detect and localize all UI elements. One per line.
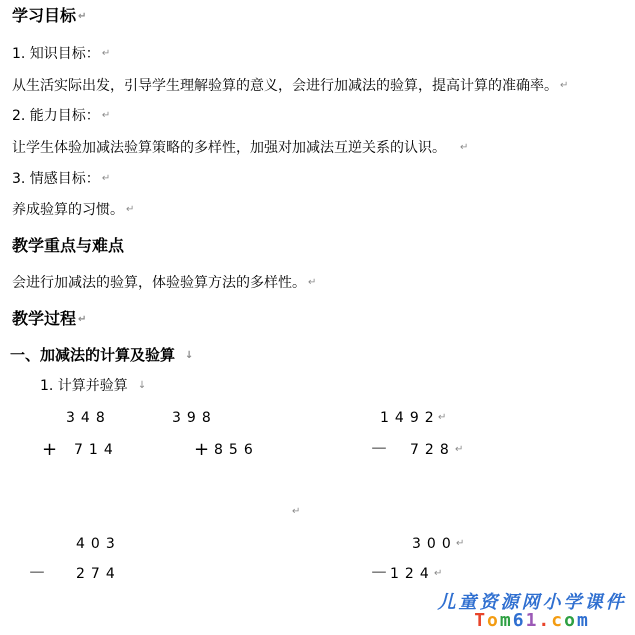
problem3-bottom: 728 [410, 442, 455, 458]
keypoints-heading [12, 236, 124, 256]
ability-objective-text [12, 138, 468, 158]
part1-heading [10, 345, 193, 366]
paragraph-mark-icon: ↵ [101, 110, 111, 121]
paragraph-mark-icon: ↵ [292, 506, 301, 517]
keypoints-heading-text: 教学重点与难点 [12, 236, 125, 255]
emotion-objective-title [12, 169, 110, 189]
watermark-logo-letter: T [474, 610, 488, 631]
part1-subtitle-text: 1. 计算并验算 [40, 378, 128, 394]
watermark-logo [432, 610, 632, 631]
paragraph-mark-icon: ↵ [560, 80, 569, 91]
ability-objective-label: 2. 能力目标： [12, 108, 100, 124]
problem4-top: 403 [76, 536, 121, 552]
objectives-heading-text: 学习目标 [12, 6, 77, 25]
paragraph-mark-icon: ↵ [308, 277, 317, 288]
process-heading-text: 教学过程 [12, 309, 77, 328]
objectives-heading [12, 6, 86, 27]
problem2-top: 398 [172, 410, 217, 426]
problem4-operator: － [28, 563, 46, 584]
watermark-logo-text [474, 610, 590, 631]
problem1-operator: + [42, 439, 58, 460]
paragraph-mark-icon: ↵ [101, 48, 111, 59]
paragraph-mark-icon: ↵ [101, 173, 111, 184]
problem5-operator: － [370, 563, 388, 584]
watermark-logo-letter: o [487, 610, 500, 631]
emotion-objective-body: 养成验算的习惯。 [12, 202, 124, 218]
watermark-logo-letter: o [564, 610, 577, 631]
problem5-top: 300 [412, 536, 457, 552]
part1-subtitle [40, 376, 146, 396]
watermark-logo-letter: 1 [525, 610, 539, 631]
problem3-operator: － [370, 439, 388, 460]
ability-objective-body: 让学生体验加减法验算策略的多样性，加强对加减法互逆关系的认识。 [12, 140, 446, 156]
watermark-logo-letter: . [538, 610, 552, 631]
knowledge-objective-body: 从生活实际出发，引导学生理解验算的意义，会进行加减法的验算，提高计算的准确率。 [12, 78, 558, 94]
site-watermark [432, 588, 632, 632]
paragraph-mark-icon: ↵ [455, 444, 464, 455]
paragraph-mark-icon: ↵ [460, 142, 469, 153]
problem1-bottom: 714 [74, 442, 119, 458]
paragraph-mark-icon: ↵ [456, 538, 465, 549]
down-arrow-icon: ↓ [137, 380, 147, 391]
paragraph-mark-icon: ↵ [434, 568, 443, 579]
down-arrow-icon: ↓ [185, 349, 194, 361]
problem4-bottom: 274 [76, 566, 121, 582]
watermark-logo-letter: m [499, 610, 513, 631]
keypoints-text [12, 273, 316, 293]
keypoints-body: 会进行加减法的验算，体验验算方法的多样性。 [12, 275, 306, 291]
paragraph-mark-icon: ↵ [126, 204, 135, 215]
ability-objective-title [12, 106, 110, 126]
problem2-operator: + [194, 439, 210, 460]
process-heading [12, 309, 86, 330]
emotion-objective-text [12, 200, 134, 220]
emotion-objective-label: 3. 情感目标： [12, 171, 100, 187]
problem2-bottom: 856 [214, 442, 259, 458]
paragraph-mark-icon: ↵ [438, 412, 447, 423]
watermark-site-name: 儿童资源网小学课件 [437, 592, 627, 613]
knowledge-objective-label: 1. 知识目标： [12, 46, 100, 62]
paragraph-mark-icon: ↵ [78, 313, 87, 325]
watermark-logo-letter: m [576, 610, 590, 631]
part1-heading-text: 一、加减法的计算及验算 [10, 346, 176, 364]
knowledge-objective-title [12, 44, 110, 64]
problem3-top: 1492 [380, 410, 440, 426]
problem1-top: 348 [66, 410, 111, 426]
knowledge-objective-text [12, 76, 568, 96]
watermark-logo-letter: 6 [512, 610, 526, 631]
paragraph-mark-icon: ↵ [78, 10, 87, 22]
watermark-logo-letter: c [551, 610, 565, 631]
problem5-bottom: 124 [390, 566, 435, 582]
